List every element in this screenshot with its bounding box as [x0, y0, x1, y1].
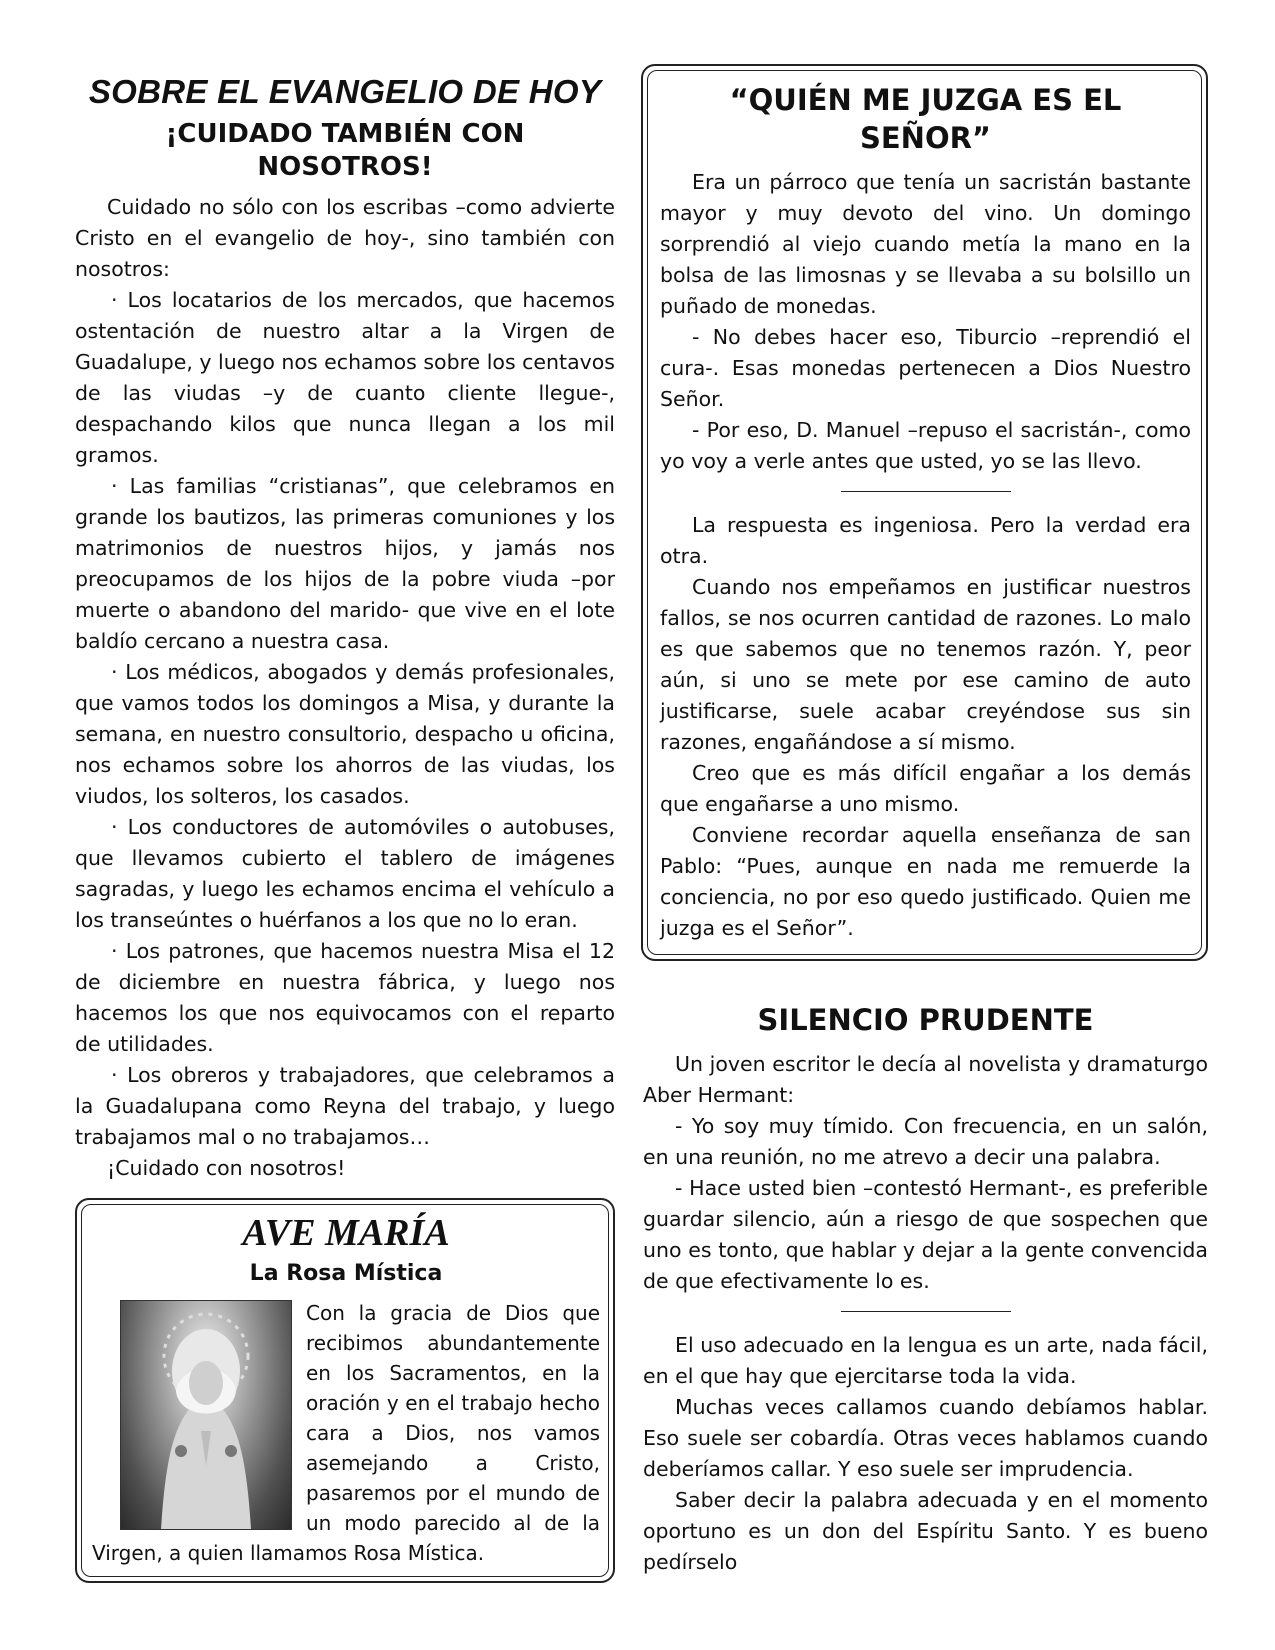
- paragraph: · Los obreros y trabajadores, que celebramos a la Guadalupana como Reyna del trabajo, y luego trabajamos mal o no trabajamos…: [75, 1063, 615, 1149]
- right-column: [641, 64, 1208, 1578]
- ave-maria-title: AVE MARÍA: [242, 1212, 450, 1254]
- quote-box-inner: [647, 70, 1202, 955]
- silencio-body: [643, 1049, 1208, 1297]
- paragraph: · Las familias “cristianas”, que celebramos en grande los bautizos, las primeras comuniones y los matrimonios de nuestros hijos, y jamás nos preocupamos de los hijos de la pobre viuda –por muerte o abandono del marido- que vive en el lote baldío cercano a nuestra casa.: [75, 474, 615, 653]
- paragraph: · Los médicos, abogados y demás profesionales, que vamos todos los domingos a Misa, y durante la semana, en nuestro consultorio, despacho u oficina, nos echamos sobre los ahorros de las viudas, los viudos, los solteros, los casados.: [75, 660, 615, 808]
- ave-maria-subtitle: La Rosa Mística: [249, 1261, 443, 1286]
- paragraph: Creo que es más difícil engañar a los demás que engañarse a uno mismo.: [660, 761, 1191, 816]
- paragraph: Un joven escritor le decía al novelista y dramaturgo Aber Hermant:: [643, 1052, 1208, 1107]
- silencio-body-after: [643, 1330, 1208, 1578]
- ave-maria-text: Con la gracia de Dios que recibimos abundantemente en los Sacramentos, en la oración y en el trabajo hecho cara a Dios, nos vamos asemejando a Cristo, pasaremos por el mundo de un modo parecido al de la Virgen, a quien llamamos Rosa Mística.: [92, 1301, 600, 1565]
- paragraph: Cuando nos empeñamos en justificar nuestros fallos, se nos ocurren cantidad de razones. Lo malo es que sabemos que no tenemos razón. Y, peor aún, si uno se mete por ese camino de auto justificarse, suele acabar creyéndose sus sin razones, engañándose a sí mismo.: [660, 575, 1191, 754]
- paragraph: · Los conductores de automóviles o autobuses, que llevamos cubierto el tablero de imágenes sagradas, y luego les echamos encima el vehículo a los transeúntes o huérfanos a los que no lo eran.: [75, 815, 615, 932]
- paragraph: Conviene recordar aquella enseñanza de san Pablo: “Pues, aunque en nada me remuerde la conciencia, no por eso quedo justificado. Quien me juzga es el Señor”.: [660, 823, 1191, 940]
- silencio-title: SILENCIO PRUDENTE: [757, 1003, 1094, 1037]
- paragraph: - Yo soy muy tímido. Con frecuencia, en un salón, en una reunión, no me atrevo a decir una palabra.: [643, 1114, 1208, 1169]
- article-subtitle: ¡CUIDADO TAMBIÉN CON NOSOTROS!: [165, 119, 525, 182]
- paragraph: Muchas veces callamos cuando debíamos hablar. Eso suele ser cobardía. Otras veces hablamos cuando deberíamos callar. Y eso suele ser imprudencia.: [643, 1395, 1208, 1481]
- ave-maria-box-inner: [81, 1204, 609, 1577]
- quote-title: “QUIÉN ME JUZGA ES EL SEÑOR”: [729, 83, 1122, 155]
- page-title: SOBRE EL EVANGELIO DE HOY: [88, 73, 602, 110]
- paragraph: Saber decir la palabra adecuada y en el momento oportuno es un don del Espíritu Santo. Y es bueno pedírselo: [643, 1488, 1208, 1574]
- ave-maria-box: [75, 1198, 615, 1583]
- ave-maria-body: [92, 1298, 600, 1568]
- paragraph: Cuidado no sólo con los escribas –como advierte Cristo en el evangelio de hoy-, sino también con nosotros:: [75, 195, 615, 281]
- paragraph: ¡Cuidado con nosotros!: [107, 1156, 346, 1180]
- article-body: [75, 192, 615, 1184]
- paragraph: · Los locatarios de los mercados, que hacemos ostentación de nuestro altar a la Virgen de Guadalupe, y luego nos echamos sobre los centavos de las viudas –y de cuanto cliente llegue-, despachando kilos que nunca llegan a los mil gramos.: [75, 288, 615, 467]
- paragraph: · Los patrones, que hacemos nuestra Misa el 12 de diciembre en nuestra fábrica, y luego nos hacemos los que nos equivocamos con el reparto de utilidades.: [75, 939, 615, 1056]
- silencio-section: [641, 1001, 1208, 1578]
- quote-body: [660, 167, 1191, 477]
- paragraph: - No debes hacer eso, Tiburcio –reprendió el cura-. Esas monedas pertenecen a Dios Nuestro Señor.: [660, 325, 1191, 411]
- left-column: [75, 72, 615, 1583]
- divider: [841, 491, 1011, 492]
- virgin-mary-portrait-icon: [120, 1300, 292, 1530]
- paragraph: La respuesta es ingeniosa. Pero la verdad era otra.: [660, 513, 1191, 568]
- paragraph: El uso adecuado en la lengua es un arte, nada fácil, en el que hay que ejercitarse toda la vida.: [643, 1333, 1208, 1388]
- divider: [841, 1311, 1011, 1312]
- quote-body-after: [660, 510, 1191, 944]
- quote-box: [641, 64, 1208, 961]
- paragraph: - Hace usted bien –contestó Hermant-, es preferible guardar silencio, aún a riesgo de que sospechen que uno es tonto, que hablar y dejar a la gente convencida de que efectivamente lo es.: [643, 1176, 1208, 1293]
- paragraph: Era un párroco que tenía un sacristán bastante mayor y muy devoto del vino. Un domingo sorprendió al viejo cuando metía la mano en la bolsa de las limosnas y se llevaba a su bolsillo un puñado de monedas.: [660, 170, 1191, 318]
- paragraph: - Por eso, D. Manuel –repuso el sacristán-, como yo voy a verle antes que usted, yo se las llevo.: [660, 418, 1191, 473]
